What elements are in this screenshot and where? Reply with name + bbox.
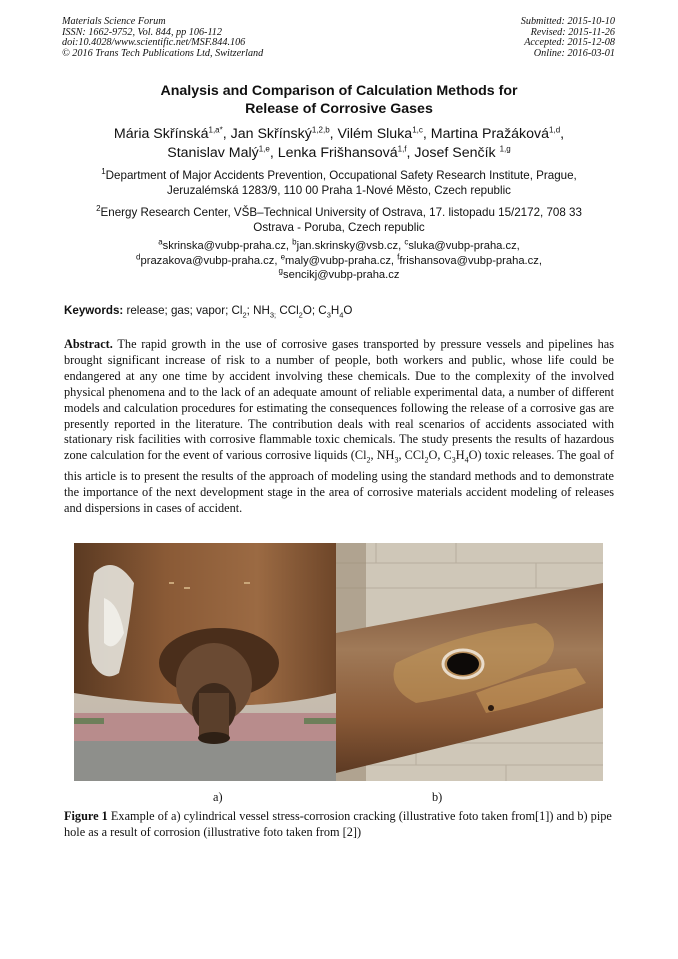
keywords: Keywords: release; gas; vapor; $Cl_2$; $NH_{3;}$ CCl$_2$O; $C_3H_4O$ (64, 304, 353, 320)
author: Lenka Frišhansová$^{1,f}$, (277, 143, 415, 161)
journal-name: Materials Science Forum (62, 16, 166, 27)
figure-pipe-photo (336, 543, 603, 781)
submission-dates (521, 17, 615, 59)
journal-copyright: © 2016 Trans Tech Publications Ltd, Switzerland (62, 47, 264, 59)
date-online: Online: 2016-03-01 (533, 47, 615, 59)
author: Martina Pražáková$^{1,d}$, (430, 125, 565, 142)
date-submitted: Submitted: 2015-10-10 (520, 16, 615, 27)
journal-issn: ISSN: 1662-9752, Vol. 844, pp 106-112 (62, 26, 222, 38)
abstract: Abstract. The rapid growth in the use of corrosive gases transported by pressure vessels and pipelines has brought significant increase of risk to a number of people, both workers and public, whose life could be endangered at any one time by accident involving these chemicals. Due to the complexity of the involved physical phenomena and to the lack of an adequate amount of reliable experimental data, a number of different models and calculation procedures for estimating the consequences following the release of a corrosive gas are presently reported in the literature. The contribution deals with real scenarios of accidents associated with stationary risk facilities with corrosive flammable toxic chemicals. The study presents the results of hazardous zone calculation for the event of various corrosive liquids ($Cl_2$, $NH_3$, CCl$_2$O, $C_3H_4O$) toxic releases. The goal of this article is to present the results of the approach of modeling using the standard methods and to demonstrate the importance of the next development stage in the area of corrosive materials accident modeling of releases and dispersions in cases of accident. (64, 337, 614, 515)
affiliation-1: $^1$Department of Major Accidents Prevention, Occupational Safety Research Institute, Prague, Jeruzalémská 1283/9, 110 00 Praha 1-Nové Město, Czech republic (101, 167, 577, 197)
date-revised: Revised: 2015-11-26 (530, 26, 615, 38)
author-emails: $^a$skrinska@vubp-praha.cz, $^b$jan.skrinsky@vsb.cz, $^c$sluka@vubp-praha.cz, $^d$prazakova@vubp-praha.cz, $^e$maly@vubp-praha.cz, $^f$frishansova@vubp-praha.cz, $^g$sencikj@vubp-praha.cz (136, 237, 542, 281)
author: Stanislav Malý$^{1,e}$, (167, 143, 278, 161)
author: Jan Skřínský$^{1,2,b}$, (230, 125, 338, 142)
author: Josef Senčík $^{1,g}$ (414, 143, 511, 161)
paper-title: Analysis and Comparison of Calculation Methods for Release of Corrosive Gases (160, 83, 518, 117)
figure-label-b: b) (432, 790, 443, 804)
figure-label-a: a) (213, 790, 223, 804)
date-accepted: Accepted: 2015-12-08 (524, 37, 615, 48)
figure-vessel-photo (74, 543, 336, 781)
journal-info (62, 17, 263, 59)
affiliation-2: $^2$Energy Research Center, VŠB–Technical University of Ostrava, 17. listopadu 15/2172, 708 33 Ostrava - Poruba, Czech republic (96, 204, 582, 234)
journal-doi: doi:10.4028/www.scientific.net/MSF.844.106 (62, 37, 246, 48)
author: Mária Skřínská$^{1,a*}$, (113, 125, 231, 142)
author: Vilém Sluka$^{1,c}$, (337, 125, 431, 142)
figure-caption: Figure 1 Example of a) cylindrical vessel stress-corrosion cracking (illustrative foto taken from[1]) and b) pipe hole as a result of corrosion (illustrative foto taken from [2]) (64, 809, 612, 839)
author-list (40, 125, 638, 162)
